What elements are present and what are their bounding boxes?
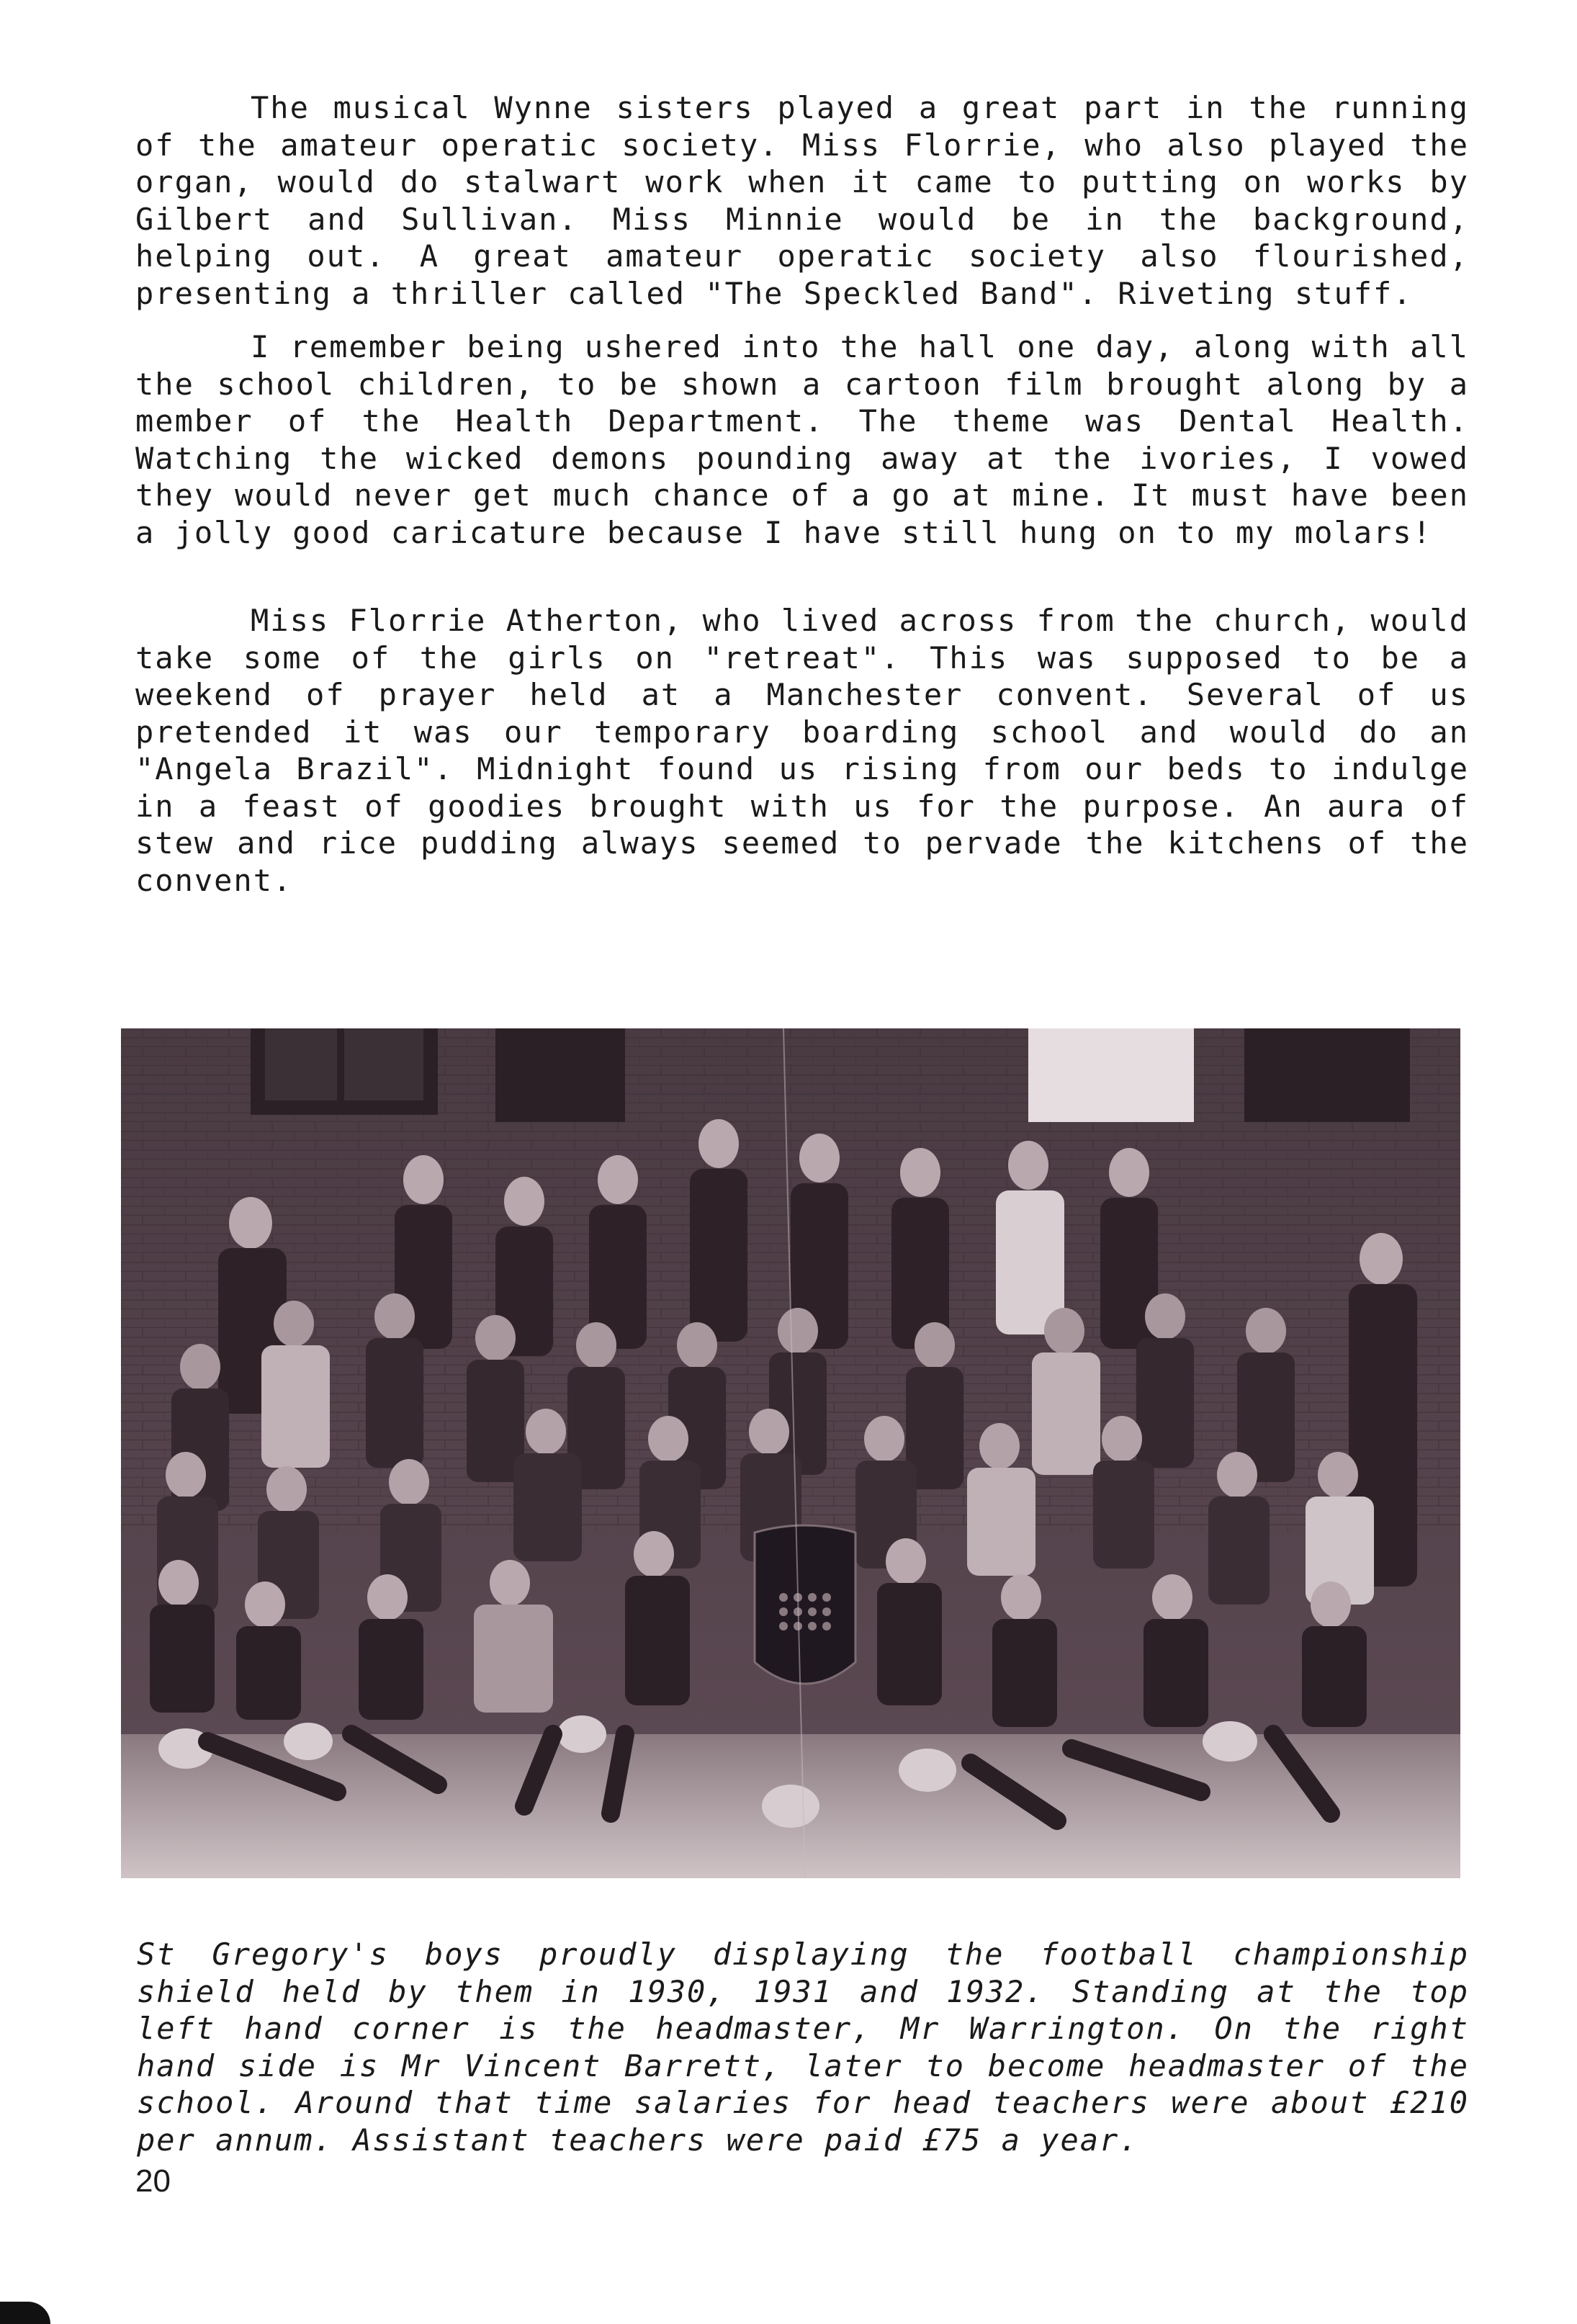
paragraph-3: Miss Florrie Atherton, who lived across from the church, would take some of the girls on "retreat". This was supposed to be a weekend of prayer held at a Manchester convent. Several of us pretended it was our temporary boarding school and would do an "Angela Brazil". Midnight found us rising from our beds to indulge in a feast of goodies brought with us for the purpose. An aura of stew and rice pudding always seemed to pervade the kitchens of the convent. (135, 603, 1469, 898)
photo-caption: St Gregory's boys proudly displaying the football championship shield held by them in 1930, 1931 and 1932. Standing at the top left hand corner is the headmaster, Mr Warrington. On the right hand side is Mr Vincent Barrett, later to become headmaster of the school. Around that time salaries for head teachers were about £210 per annum. Assistant teachers were paid £75 a year. (137, 1937, 1469, 2158)
paragraph-1: The musical Wynne sisters played a great part in the running of the amateur operatic society. Miss Florrie, who also played the organ, would do stalwart work when it came to putting on works by Gilbert and Sullivan. Miss Minnie would be in the background, helping out. A great amateur operatic society also flourished, presenting a thriller called "The Speckled Band". Riveting stuff. (135, 90, 1469, 311)
shield-trophy (755, 1525, 855, 1684)
paragraph-2: I remember being ushered into the hall one day, along with all the school children, to be shown a cartoon film brought along by a member of the Health Department. The theme was Dental Health. Watching the wicked demons pounding away at the ivories, I vowed they would never get much chance of a go at mine. It must have been a jolly good caricature because I have still hung on to my molars! (135, 329, 1469, 550)
scan-corner-mark (0, 2302, 50, 2324)
team-photo-illustration (121, 1028, 1460, 1878)
page-number: 20 (135, 2163, 171, 2199)
team-photo (121, 1028, 1460, 1878)
